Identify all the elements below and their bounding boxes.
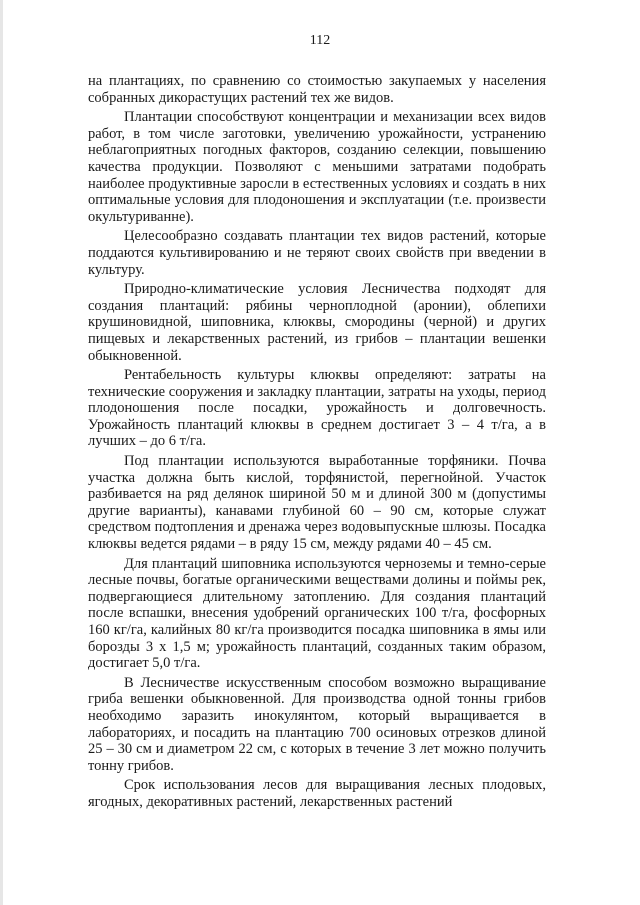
document-body bbox=[88, 73, 546, 814]
paragraph-2: Плантации способствуют концентрации и механизации всех видов работ, в том числе заготовки, увеличению урожайности, устранению неблагоприятных погодных факторов, созданию селекции, повышению качества продукции. Позволяют с меньшими затратами подобрать наиболее продуктивные заросли в естественных условиях и создать в них оптимальные условия для плодоношения и эксплуатации (т.е. произвести окультуриванне). bbox=[88, 109, 546, 225]
page-number: 112 bbox=[309, 33, 331, 48]
paragraph-8: В Лесничестве искусственным способом возможно выращивание гриба вешенки обыкновенной. Для производства одной тонны грибов необходимо заразить инокулянтом, который выращивается в лабораториях, и посадить на плантацию 700 осиновых отрезков длиной 25 – 30 см и диаметром 22 см, с которых в течение 3 лет можно получить тонну грибов. bbox=[88, 674, 546, 774]
paragraph-3: Целесообразно создавать плантации тех видов растений, которые поддаются культивированию и не теряют своих свойств при введении в культуру. bbox=[88, 228, 546, 278]
paragraph-7: Для плантаций шиповника используются черноземы и темно-серые лесные почвы, богатые органическими веществами долины и поймы рек, подвергающиеся длительному затоплению. Для создания плантаций после вспашки, внесения удобрений органических 100 т/га, фосфорных 160 кг/га, калийных 80 кг/га производится посадка шиповника в ямы или борозды 3 х 1,5 м; урожайность плантаций, созданных таким образом, достигает 5,0 т/га. bbox=[88, 555, 546, 672]
paragraph-6: Под плантации используются выработанные торфяники. Почва участка должна быть кислой, торфянистой, перегнойной. Участок разбивается на ряд делянок шириной 50 м и длиной 300 м (допустимы другие варианты), канавами глубиной 60 – 90 см, которые служат средством подтопления и дренажа через водовыпускные шлюзы. Посадка клюквы ведется рядами – в ряду 15 см, между рядами 40 – 45 см. bbox=[88, 453, 546, 553]
page-edge-shadow bbox=[0, 0, 3, 905]
paragraph-1: на плантациях, по сравнению со стоимостью закупаемых у населения собранных дикорастущих растений тех же видов. bbox=[88, 73, 546, 106]
paragraph-9: Срок использования лесов для выращивания лесных плодовых, ягодных, декоративных растений, лекарственных растений bbox=[88, 777, 546, 810]
paragraph-4: Природно-климатические условия Лесничества подходят для создания плантаций: рябины черноплодной (аронии), облепихи крушиновидной, шиповника, клюквы, смородины (черной) и других пищевых и лекарственных растений, из грибов – плантации вешенки обыкновенной. bbox=[88, 281, 546, 364]
paragraph-5: Рентабельность культуры клюквы определяют: затраты на технические сооружения и закладку плантации, затраты на уходы, период плодоношения после посадки, урожайность и долговечность. Урожайность плантаций клюквы в среднем достигает 3 – 4 т/га, а в лучших – до 6 т/га. bbox=[88, 367, 546, 450]
